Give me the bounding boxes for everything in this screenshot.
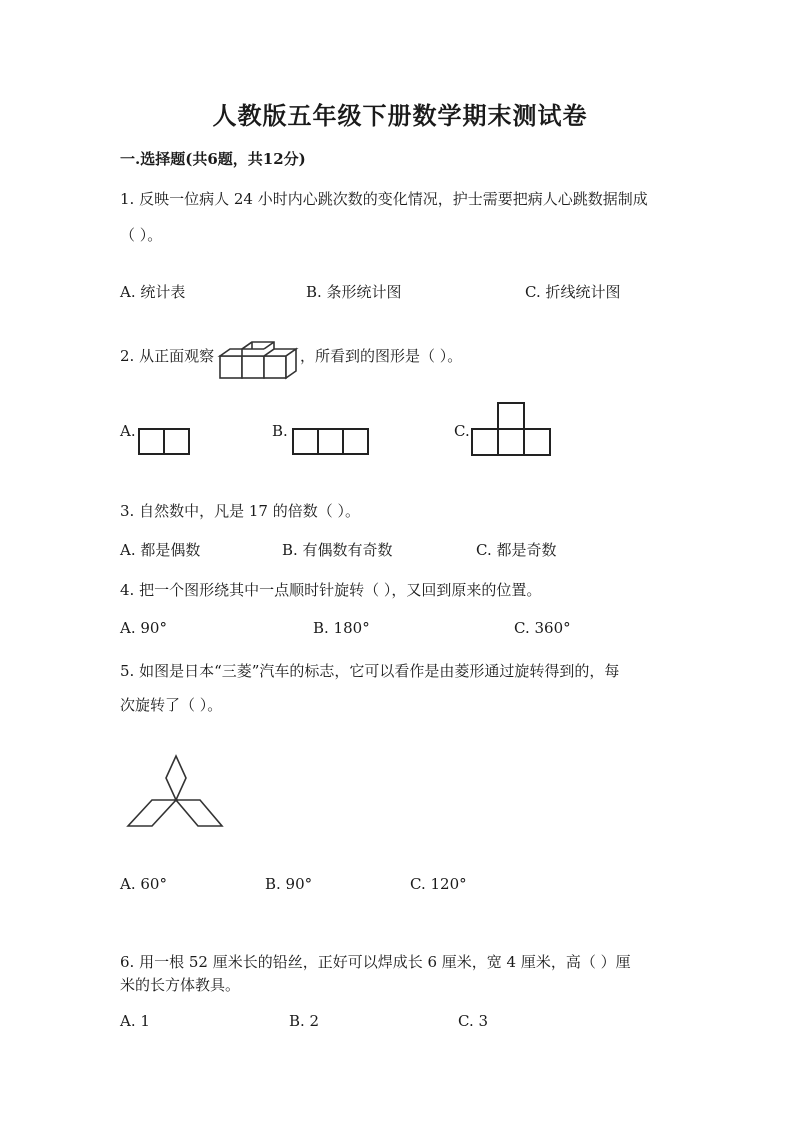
question-3-option-b: B. 有偶数有奇数 bbox=[282, 541, 393, 559]
option-b-three-squares-figure bbox=[292, 428, 372, 456]
question-3-text: 3. 自然数中，凡是 17 的倍数（ ）。 bbox=[120, 502, 360, 520]
question-4-text: 4. 把一个图形绕其中一点顺时针旋转（ ），又回到原来的位置。 bbox=[120, 581, 542, 599]
question-1-text: 1. 反映一位病人 24 小时内心跳次数的变化情况，护士需要把病人心跳数据制成 bbox=[120, 190, 648, 208]
question-2-option-b: B. bbox=[272, 422, 288, 440]
question-1-option-b: B. 条形统计图 bbox=[306, 283, 402, 301]
question-6-option-c: C. 3 bbox=[458, 1012, 489, 1030]
question-5-option-c: C. 120° bbox=[410, 875, 467, 893]
page-title: 人教版五年级下册数学期末测试卷 bbox=[212, 101, 588, 130]
question-3-option-c: C. 都是奇数 bbox=[476, 541, 557, 559]
question-4-option-c: C. 360° bbox=[514, 619, 571, 637]
question-6-option-b: B. 2 bbox=[289, 1012, 320, 1030]
question-6-text-continued: 米的长方体教具。 bbox=[120, 976, 241, 994]
mitsubishi-logo-figure bbox=[124, 754, 224, 830]
question-1-option-c: C. 折线统计图 bbox=[525, 283, 621, 301]
section-heading: 一.选择题(共6题，共12分) bbox=[120, 150, 306, 168]
question-2-option-a: A. bbox=[120, 422, 136, 440]
option-c-t-shape-figure bbox=[471, 401, 553, 457]
question-2-text-after: ，所看到的图形是（ ）。 bbox=[300, 347, 463, 365]
question-5-blank: 次旋转了（ ）。 bbox=[120, 696, 223, 714]
question-1-blank: （ ）。 bbox=[120, 226, 163, 244]
question-4-option-b: B. 180° bbox=[313, 619, 370, 637]
question-5-option-a: A. 60° bbox=[120, 875, 167, 893]
option-a-two-squares-figure bbox=[138, 428, 192, 456]
question-2-option-c: C. bbox=[454, 422, 470, 440]
question-5-option-b: B. 90° bbox=[265, 875, 313, 893]
question-5-text: 5. 如图是日本“三菱”汽车的标志，它可以看作是由菱形通过旋转得到的，每 bbox=[120, 662, 620, 680]
question-4-option-a: A. 90° bbox=[120, 619, 167, 637]
question-6-text: 6. 用一根 52 厘米长的铅丝，正好可以焊成长 6 厘米，宽 4 厘米，高（ ）厘 bbox=[120, 953, 631, 971]
question-6-option-a: A. 1 bbox=[120, 1012, 150, 1030]
question-3-option-a: A. 都是偶数 bbox=[120, 541, 201, 559]
question-2-text-before: 2. 从正面观察 bbox=[120, 347, 215, 365]
question-1-option-a: A. 统计表 bbox=[120, 283, 186, 301]
cube-stack-figure bbox=[218, 340, 298, 382]
